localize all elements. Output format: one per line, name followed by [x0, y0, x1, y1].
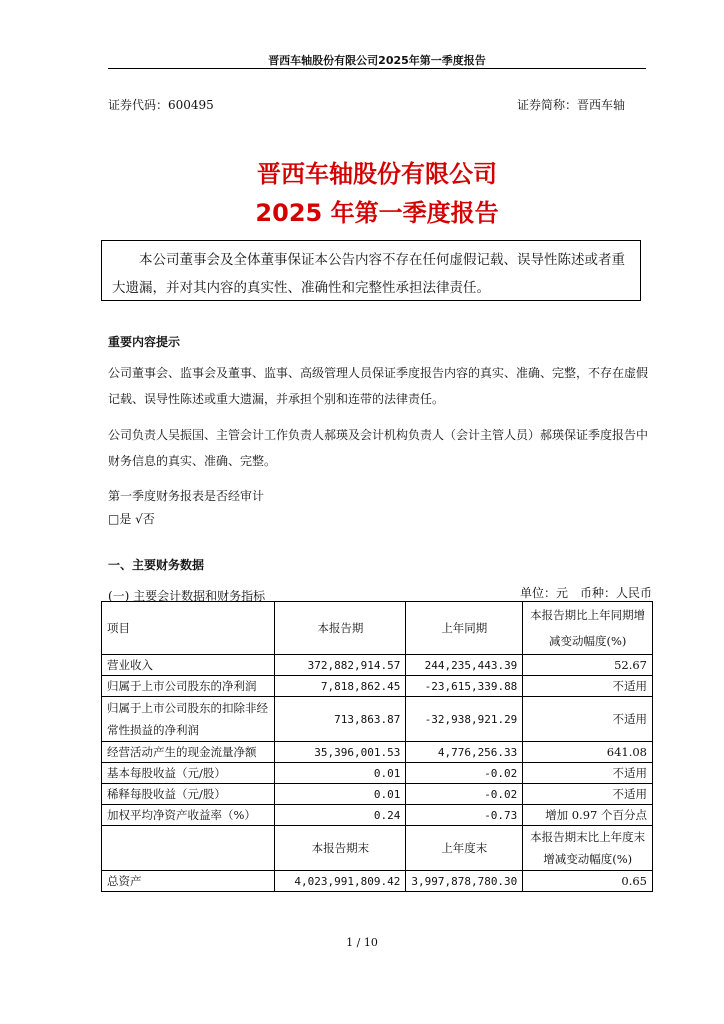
value-cell: 0.24: [275, 805, 406, 826]
value-cell: -0.73: [406, 805, 523, 826]
section-heading: 一、主要财务数据: [108, 558, 205, 572]
table-header-row: [102, 602, 653, 655]
table-row: [102, 871, 653, 892]
row-label: 归属于上市公司股东的净利润: [102, 676, 275, 697]
row-label: 总资产: [102, 871, 275, 892]
value-cell: 35,396,001.53: [275, 742, 406, 763]
value-cell: 641.08: [523, 742, 653, 763]
value-cell: -32,938,921.29: [406, 697, 523, 742]
header-cell: 本报告期末: [275, 826, 406, 871]
stock-abbreviation: 证券简称：晋西车轴: [516, 98, 625, 112]
important-paragraph-1: 公司董事会、监事会及董事、监事、高级管理人员保证季度报告内容的真实、准确、完整，不存在虚假记载、误导性陈述或重大遗漏，并承担个别和连带的法律责任。: [108, 366, 649, 406]
value-cell: 0.01: [275, 763, 406, 784]
important-paragraph-2: 公司负责人吴振国、主管会计工作负责人郝瑛及会计机构负责人（会计主管人员）郝瑛保证季度报告中财务信息的真实、准确、完整。: [108, 428, 649, 468]
table-row: [102, 676, 653, 697]
value-cell: 7,818,862.45: [275, 676, 406, 697]
unit-currency-label: 单位：元 币种：人民币: [519, 586, 652, 600]
value-cell: 372,882,914.57: [275, 655, 406, 676]
header-cell: 本报告期: [275, 602, 406, 655]
row-label: 营业收入: [102, 655, 275, 676]
value-cell: 4,023,991,809.42: [275, 871, 406, 892]
value-cell: 4,776,256.33: [406, 742, 523, 763]
running-header: 晋西车轴股份有限公司2025年第一季度报告: [268, 54, 486, 67]
row-label: 归属于上市公司股东的扣除非经常性损益的净利润: [102, 697, 275, 742]
value-cell: 3,997,878,780.30: [406, 871, 523, 892]
table-row: [102, 784, 653, 805]
table-row: [102, 697, 653, 742]
value-cell: 不适用: [523, 676, 653, 697]
value-cell: -0.02: [406, 784, 523, 805]
subsection-heading: (一) 主要会计数据和财务指标: [108, 589, 266, 603]
table-row: [102, 805, 653, 826]
table-header-row: [102, 826, 653, 871]
header-cell: 本报告期末比上年度末增减变动幅度(%): [523, 826, 653, 871]
table-row: [102, 655, 653, 676]
row-label: 稀释每股收益（元/股）: [102, 784, 275, 805]
stock-code: 证券代码：600495: [108, 98, 214, 112]
important-heading: 重要内容提示: [108, 335, 181, 349]
header-cell: 本报告期比上年同期增减变动幅度(%): [523, 602, 653, 655]
page-number: 1 / 10: [346, 936, 378, 949]
table-row: [102, 763, 653, 784]
company-title: 晋西车轴股份有限公司: [257, 160, 497, 188]
disclaimer-box: [101, 240, 641, 301]
table-row: [102, 742, 653, 763]
header-cell: 项目: [102, 602, 275, 655]
row-label: 加权平均净资产收益率（%）: [102, 805, 275, 826]
value-cell: -23,615,339.88: [406, 676, 523, 697]
value-cell: 0.01: [275, 784, 406, 805]
header-cell: [102, 826, 275, 871]
disclaimer-text: 本公司董事会及全体董事保证本公告内容不存在任何虚假记载、误导性陈述或者重大遗漏，并对其内容的真实性、准确性和完整性承担法律责任。: [112, 252, 625, 296]
value-cell: 不适用: [523, 784, 653, 805]
audit-answer: □是 √否: [108, 512, 155, 526]
value-cell: 不适用: [523, 697, 653, 742]
row-label: 经营活动产生的现金流量净额: [102, 742, 275, 763]
value-cell: 增加 0.97 个百分点: [523, 805, 653, 826]
header-rule: [108, 68, 646, 69]
row-label: 基本每股收益（元/股）: [102, 763, 275, 784]
header-cell: 上年同期: [406, 602, 523, 655]
value-cell: -0.02: [406, 763, 523, 784]
value-cell: 52.67: [523, 655, 653, 676]
value-cell: 不适用: [523, 763, 653, 784]
report-title: 2025 年第一季度报告: [255, 199, 499, 227]
audit-question: 第一季度财务报表是否经审计: [108, 489, 265, 503]
value-cell: 713,863.87: [275, 697, 406, 742]
value-cell: 244,235,443.39: [406, 655, 523, 676]
financial-data-table: [101, 601, 653, 892]
header-cell: 上年度末: [406, 826, 523, 871]
value-cell: 0.65: [523, 871, 653, 892]
